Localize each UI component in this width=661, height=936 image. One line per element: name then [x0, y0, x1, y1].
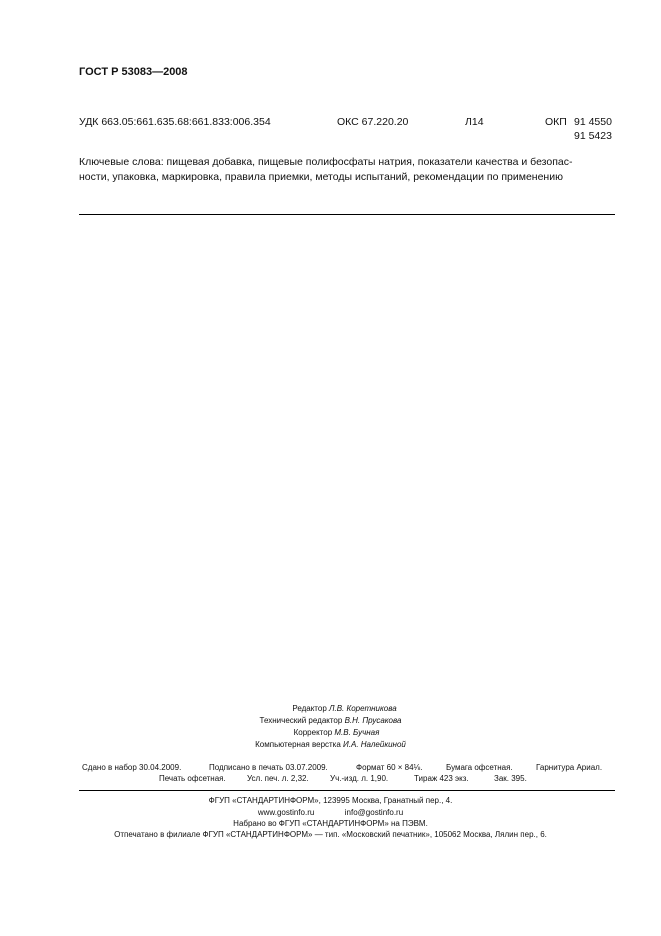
tech-editor-line [0, 715, 661, 727]
imprint-signed: Подписано в печать 03.07.2009. [209, 763, 328, 772]
imprint-paper: Бумага офсетная. [446, 763, 513, 772]
publisher-address: ФГУП «СТАНДАРТИНФОРМ», 123995 Москва, Гранатный пер., 4. [208, 796, 453, 805]
keywords-line-1: Ключевые слова: пищевая добавка, пищевые полифосфаты натрия, показатели качества и безопас- [79, 156, 573, 168]
section-divider [79, 214, 615, 215]
tech-editor-name: В.Н. Прусакова [344, 716, 402, 725]
okp-code-2: 91 5423 [574, 130, 612, 142]
okp-code-1: 91 4550 [574, 116, 612, 128]
editor-line [0, 703, 661, 715]
imprint-format: Формат 60 × 84⅛. [356, 763, 423, 772]
keywords-line-2: ности, упаковка, маркировка, правила приемки, методы испытаний, рекомендации по применению [79, 170, 563, 183]
keywords-block [79, 155, 615, 184]
layout-name: И.А. Налейкиной [343, 740, 406, 749]
layout-label: Компьютерная верстка [255, 740, 341, 749]
corrector-name: М.В. Бучная [334, 728, 380, 737]
imprint-order: Зак. 395. [494, 774, 527, 783]
tech-editor-label: Технический редактор [259, 716, 343, 725]
group-code: Л14 [465, 116, 484, 128]
imprint-run: Тираж 423 экз. [414, 774, 469, 783]
publisher-printed: Отпечатано в филиале ФГУП «СТАНДАРТИНФОРМ» — тип. «Московский печатник», 105062 Москва, Лялин пер., 6. [114, 830, 547, 839]
oks-code: ОКС 67.220.20 [337, 116, 409, 128]
imprint-print-type: Печать офсетная. [159, 774, 226, 783]
publisher-typeset: Набрано во ФГУП «СТАНДАРТИНФОРМ» на ПЭВМ. [233, 819, 428, 828]
udk-code: УДК 663.05:661.635.68:661.833:006.354 [79, 116, 271, 128]
publisher-email: info@gostinfo.ru [344, 808, 404, 817]
imprint-pub-sheets: Уч.-изд. л. 1,90. [330, 774, 389, 783]
layout-line [0, 739, 661, 751]
imprint-print-sheets: Усл. печ. л. 2,32. [247, 774, 309, 783]
imprint-divider [79, 790, 615, 791]
imprint-typeface: Гарнитура Ариал. [536, 763, 603, 772]
imprint-submitted: Сдано в набор 30.04.2009. [82, 763, 182, 772]
editor-label: Редактор [292, 704, 327, 713]
publisher-website: www.gostinfo.ru [257, 808, 315, 817]
editor-name: Л.В. Коретникова [329, 704, 397, 713]
document-code: ГОСТ Р 53083—2008 [79, 66, 188, 78]
okp-label: ОКП [545, 116, 567, 128]
corrector-line [0, 727, 661, 739]
corrector-label: Корректор [293, 728, 333, 737]
